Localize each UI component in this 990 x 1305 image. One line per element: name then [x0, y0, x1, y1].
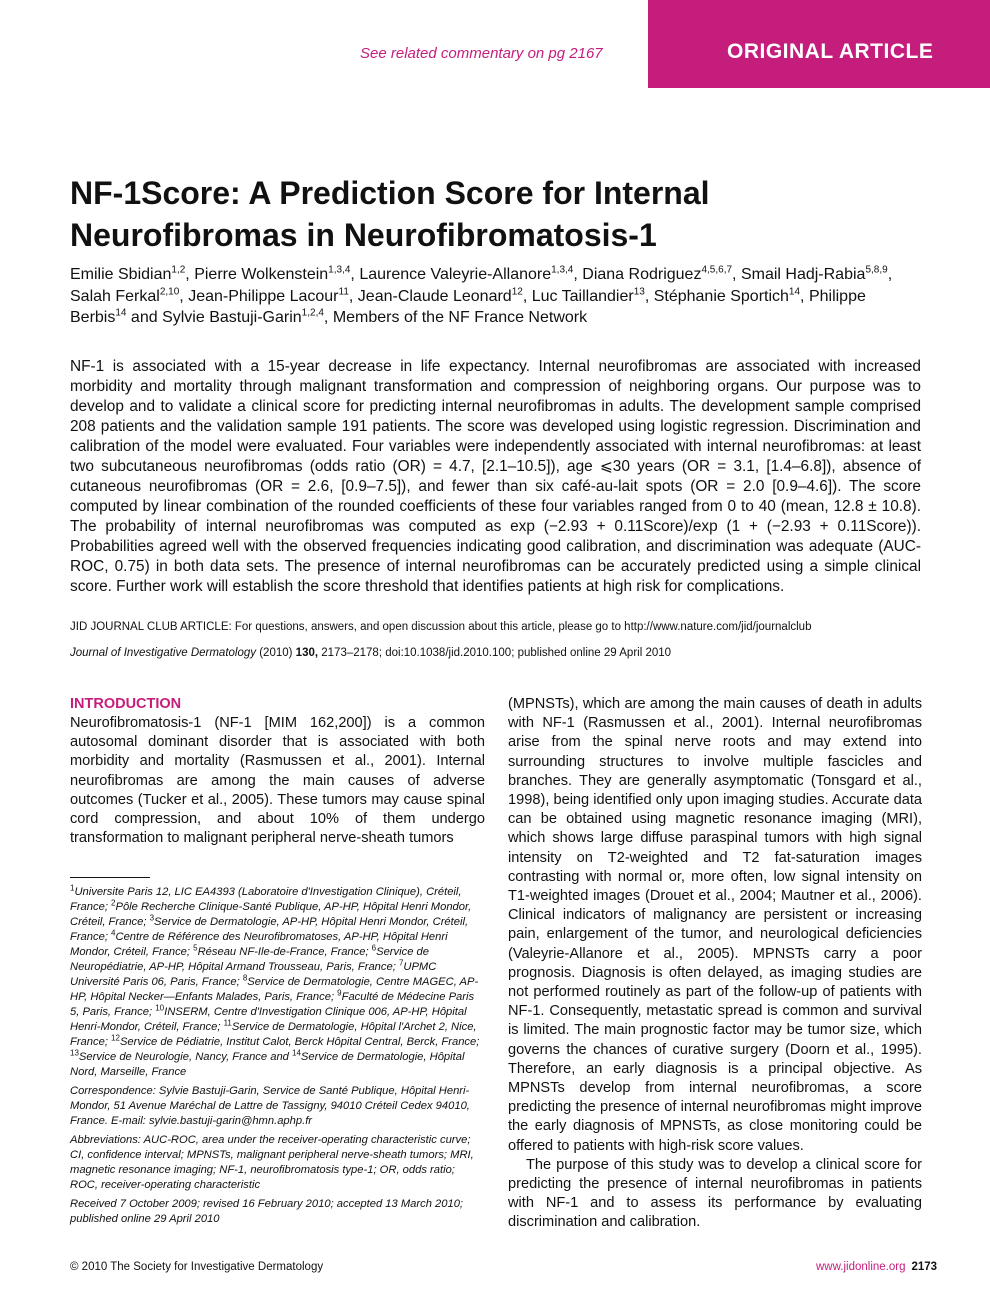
citation-year: (2010) — [259, 647, 293, 659]
citation-line — [70, 645, 930, 661]
affiliations-footnote: $^1$Universite Paris 12, LIC EA4393 (Laboratoire d'Investigation Clinique), Créteil, France; $^2$Pôle Recherche Clinique-Santé Publique, AP-HP, Hôpital Henri Mondor, Créteil, France; $^3$Service de Dermatologie, AP-HP, Hôpital Henri Mondor, Créteil, France; $^4$Centre de Référence des Neurofibromatoses, AP-HP, Hôpital Henri Mondor, Créteil, France; $^5$Réseau NF-Ile-de-France, France; $^6$Service de Neuropédiatrie, AP-HP, Hôpital Armand Trousseau, Paris, France; $^7$UPMC Université Paris 06, Paris, France; $^8$Service de Dermatologie, Centre MAGEC, AP-HP, Hôpital Necker—Enfants Malades, Paris, France; $^9$Faculté de Médecine Paris 5, Paris, France; $^{10}$INSERM, Centre d'Investigation Clinique 006, AP-HP, Hôpital Henri-Mondor, Créteil, France; $^{11}$Service de Dermatologie, Hôpital l'Archet 2, Nice, France; $^{12}$Service de Pédiatrie, Institut Calot, Berck Hôpital Central, Berck, France; $^{13}$Service de Neurologie, Nancy, France and $^{14}$Service de Dermatologie, Hôpital Nord, Marseille, France — [70, 883, 480, 1078]
article-title: NF-1Score: A Prediction Score for Internal Neurofibromas in Neurofibromatosis-1 — [70, 175, 710, 253]
abstract: NF-1 is associated with a 15-year decrease in life expectancy. Internal neurofibromas are associated with increased morbidity and mortality through malignant transformation and compression of neighboring organs. Our purpose was to develop and to validate a clinical score for predicting internal neurofibromas in adults. The development sample comprised 208 patients and the validation sample 191 patients. The score was developed using logistic regression. Discrimination and calibration of the model were evaluated. Four variables were independently associated with internal neurofibromas: at least two subcutaneous neurofibromas (odds ratio (OR) = 4.7, [2.1–10.5]), age ⩽30 years (OR = 3.1, [1.4–6.8]), absence of cutaneous neurofibromas (OR = 2.6, [0.9–7.5]), and fewer than six café-au-lait spots (OR = 2.0 [0.9–4.6]). The score computed by linear combination of the rounded coefficients of these four variables ranged from 0 to 40 (mean, 12.8 ± 10.8). The probability of internal neurofibromas was computed as exp (−2.93 + 0.11Score)/exp (1 + (−2.93 + 0.11Score)). Probabilities agreed well with the observed frequencies indicating good calibration, and discrimination was adequate (AUC-ROC, 0.75) in both data sets. The presence of internal neurofibromas can be accurately predicted using a simple clinical score. Further work will establish the score threshold that identifies patients at high risk for complications. — [70, 358, 921, 595]
article-type-badge — [648, 0, 990, 88]
journal-name: Journal of Investigative Dermatology — [70, 647, 257, 659]
intro-left-paragraph: Neurofibromatosis-1 (NF-1 [MIM 162,200]) is a common autosomal dominant disorder that is associated with both morbidity and mortality (Rasmussen et al., 2001). Internal neurofibromas are among the main causes of adverse outcomes (Tucker et al., 2005). These tumors may cause spinal cord compression, and about 10% of them undergo transformation to malignant peripheral nerve-sheath tumors — [70, 715, 485, 847]
footer-page-info — [816, 1261, 937, 1273]
section-heading-introduction: INTRODUCTION — [70, 696, 182, 712]
abbreviations-footnote: Abbreviations: AUC-ROC, area under the receiver-operating characteristic curve; CI, confidence interval; MPNSTs, malignant peripheral nerve-sheath tumors; MRI, magnetic resonance imaging; NF-1, neurofibromatosis type-1; OR, odds ratio; ROC, receiver-operating characteristic — [70, 1134, 474, 1191]
intro-right-paragraph-1: (MPNSTs), which are among the main causes of death in adults with NF-1 (Rasmussen et al., 2001). Internal neurofibromas arise from the spinal nerve roots and may extend into surrounding structures to involve multiple fascicles and branches. They are generally asymptomatic (Tonsgard et al., 1998), being identified only upon imaging studies. Accurate data can be obtained using magnetic resonance imaging (MRI), which shows large diffuse paraspinal tumors with high signal intensity on T2-weighted and T2 fat-saturation images contrasting with normal or, more often, low signal intensity on T1-weighted images (Drouet et al., 2004; Mautner et al., 2006). Clinical indicators of malignancy are persistent or increasing pain, enlargement of the tumor, and neurological deficiencies (Valeyrie-Allanore et al., 2005). MPNSTs carry a poor prognosis. Diagnosis is often delayed, as imaging studies are not performed routinely as part of the follow-up of patients with NF-1. Consequently, metastatic spread is common and survival is limited. The main prognostic factor may be tumor size, which governs the chances of curative surgery (Doorn et al., 1995). Therefore, an early diagnosis is a principal objective. As MPNSTs develop from internal neurofibromas, a score predicting the presence of internal neurofibromas might improve the early diagnosis of MPNSTs, as close monitoring could be offered to patients with high-risk score values. — [508, 696, 922, 1154]
citation-volume: 130, — [295, 647, 319, 659]
intro-right-paragraph-2: The purpose of this study was to develop a clinical score for predicting the presence of internal neurofibromas in patients with NF-1 and to assess its performance by evaluating discrimination and calibration. — [508, 1156, 922, 1231]
copyright-notice: © 2010 The Society for Investigative Dermatology — [70, 1261, 324, 1273]
author-list: Emilie Sbidian$^{1,2}$, Pierre Wolkenstein$^{1,3,4}$, Laurence Valeyrie-Allanore$^{1,3,4}$, Diana Rodriguez$^{4,5,6,7}$, Smail Hadj-Rabia$^{5,8,9}$, Salah Ferkal$^{2,10}$, Jean-Philippe Lacour$^{11}$, Jean-Claude Leonard$^{12}$, Luc Taillandier$^{13}$, Stéphanie Sportich$^{14}$, Philippe Berbis$^{14}$ and Sylvie Bastuji-Garin$^{1,2,4}$, Members of the NF France Network — [70, 264, 893, 326]
footnote-divider — [70, 877, 150, 878]
journal-club-note[interactable]: JID JOURNAL CLUB ARTICLE: For questions, answers, and open discussion about this article, please go to http://www.nature.com/jid/journalclub — [70, 621, 812, 633]
article-type-label: ORIGINAL ARTICLE — [727, 40, 934, 63]
citation-details: 2173–2178; doi:10.1038/jid.2010.100; published online 29 April 2010 — [321, 647, 672, 659]
correspondence-footnote: Correspondence: Sylvie Bastuji-Garin, Service de Santé Publique, Hôpital Henri-Mondor, 51 Avenue Maréchal de Lattre de Tassigny, 94010 Créteil Cedex 94010, France. E-mail: sylvie.bastuji-garin@hmn.aphp.fr — [70, 1085, 470, 1127]
intro-right-column — [508, 695, 922, 1233]
footnotes — [70, 885, 485, 1231]
related-commentary-link[interactable]: See related commentary on pg 2167 — [360, 45, 603, 62]
page-number: 2173 — [911, 1261, 938, 1273]
journal-website-link[interactable]: www.jidonline.org — [816, 1261, 906, 1273]
received-footnote: Received 7 October 2009; revised 16 February 2010; accepted 13 March 2010; published online 29 April 2010 — [70, 1198, 464, 1225]
